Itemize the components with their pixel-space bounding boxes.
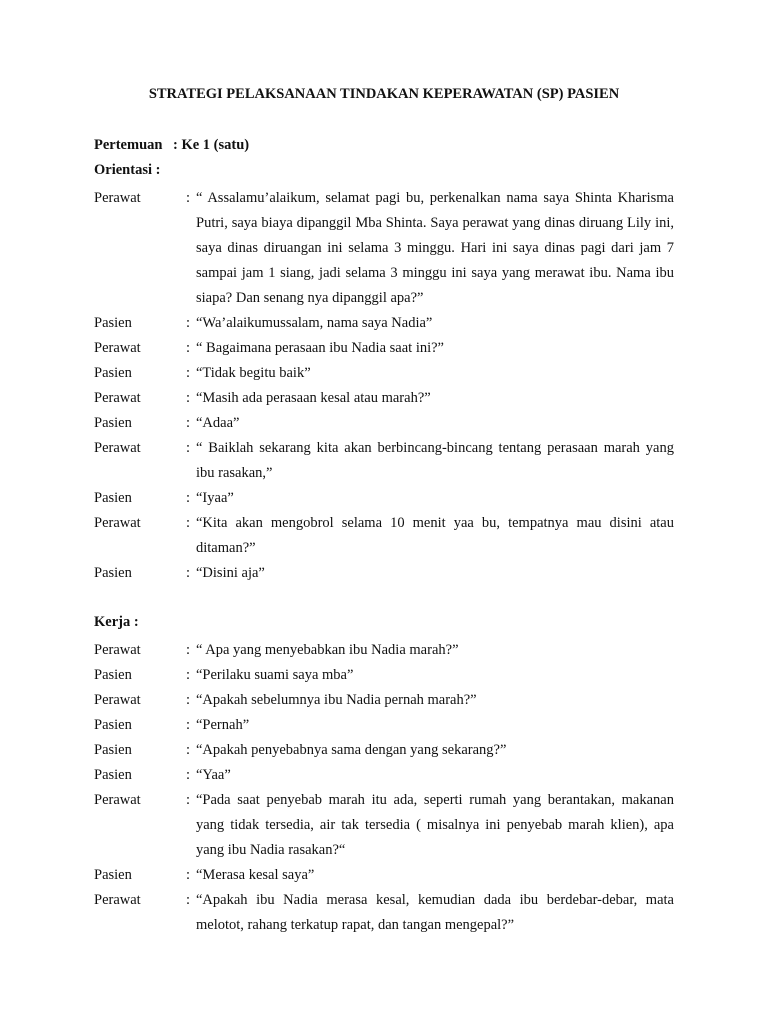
utterance-text: “Disini aja”	[196, 565, 265, 581]
speaker-label: Pasien	[94, 767, 132, 783]
dialogue-line	[94, 713, 674, 738]
document-title: STRATEGI PELAKSANAAN TINDAKAN KEPERAWATAN (SP) PASIEN	[148, 86, 620, 102]
speaker-label: Pasien	[94, 365, 132, 381]
utterance-text: “Iyaa”	[196, 490, 234, 506]
dialogue-line	[94, 638, 674, 663]
dialogue-line	[94, 788, 674, 863]
speaker-label: Perawat	[94, 190, 141, 206]
utterance-text: “Adaa”	[196, 415, 240, 431]
speaker-label: Perawat	[94, 340, 141, 356]
orientasi-heading: Orientasi :	[94, 162, 161, 178]
utterance-text: “ Apa yang menyebabkan ibu Nadia marah?”	[196, 642, 459, 658]
colon-separator: :	[186, 892, 191, 908]
colon-separator: :	[186, 190, 191, 206]
utterance-text: “ Assalamu’alaikum, selamat pagi bu, perkenalkan nama saya Shinta Kharisma Putri, saya biaya dipanggil Mba Shinta. Saya perawat yang dinas diruang Lily ini, saya dinas diruangan ini selama 3 minggu. Hari ini saya dinas pagi dari jam 7 sampai jam 1 siang, jadi selama 3 minggu ini saya yang merawat ibu. Nama ibu siapa? Dan senang nya dipanggil apa?”	[196, 190, 674, 306]
dialogue-line	[94, 763, 674, 788]
colon-separator: :	[186, 440, 191, 456]
colon-separator: :	[186, 742, 191, 758]
speaker-label: Pasien	[94, 717, 132, 733]
utterance-text: “Perilaku suami saya mba”	[196, 667, 354, 683]
colon-separator: :	[186, 692, 191, 708]
colon-separator: :	[186, 365, 191, 381]
speaker-label: Perawat	[94, 792, 141, 808]
colon-separator: :	[186, 515, 191, 531]
dialogue-line	[94, 663, 674, 688]
colon-separator: :	[186, 490, 191, 506]
utterance-text: “Apakah sebelumnya ibu Nadia pernah marah?”	[196, 692, 477, 708]
dialogue-line	[94, 561, 674, 586]
colon-separator: :	[186, 565, 191, 581]
utterance-text: “Apakah ibu Nadia merasa kesal, kemudian dada ibu berdebar-debar, mata melotot, rahang terkatup rapat, dan tangan mengepal?”	[196, 892, 674, 933]
colon-separator: :	[186, 767, 191, 783]
speaker-label: Perawat	[94, 440, 141, 456]
speaker-label: Perawat	[94, 390, 141, 406]
colon-separator: :	[186, 340, 191, 356]
kerja-dialogue	[94, 638, 674, 938]
dialogue-line	[94, 888, 674, 938]
utterance-text: “Merasa kesal saya”	[196, 867, 315, 883]
dialogue-line	[94, 411, 674, 436]
colon-separator: :	[186, 315, 191, 331]
dialogue-line	[94, 738, 674, 763]
speaker-label: Pasien	[94, 742, 132, 758]
meeting-value: : Ke 1 (satu)	[173, 137, 250, 153]
utterance-text: “Wa’alaikumussalam, nama saya Nadia”	[196, 315, 433, 331]
utterance-text: “ Bagaimana perasaan ibu Nadia saat ini?”	[196, 340, 444, 356]
speaker-label: Perawat	[94, 642, 141, 658]
meeting-label: Pertemuan	[94, 137, 163, 153]
colon-separator: :	[186, 792, 191, 808]
utterance-text: “Yaa”	[196, 767, 231, 783]
speaker-label: Pasien	[94, 415, 132, 431]
speaker-label: Perawat	[94, 892, 141, 908]
dialogue-line	[94, 186, 674, 311]
speaker-label: Pasien	[94, 315, 132, 331]
utterance-text: “Kita akan mengobrol selama 10 menit yaa bu, tempatnya mau disini atau ditaman?”	[196, 515, 674, 556]
dialogue-line	[94, 511, 674, 561]
colon-separator: :	[186, 642, 191, 658]
speaker-label: Pasien	[94, 867, 132, 883]
utterance-text: “ Baiklah sekarang kita akan berbincang-bincang tentang perasaan marah yang ibu rasakan,”	[196, 440, 674, 481]
speaker-label: Pasien	[94, 667, 132, 683]
kerja-heading: Kerja :	[94, 614, 139, 630]
speaker-label: Perawat	[94, 692, 141, 708]
meeting-line	[94, 137, 249, 154]
dialogue-line	[94, 863, 674, 888]
utterance-text: “Masih ada perasaan kesal atau marah?”	[196, 390, 431, 406]
dialogue-line	[94, 386, 674, 411]
dialogue-line	[94, 361, 674, 386]
dialogue-line	[94, 436, 674, 486]
speaker-label: Perawat	[94, 515, 141, 531]
dialogue-line	[94, 311, 674, 336]
dialogue-line	[94, 336, 674, 361]
utterance-text: “Pernah”	[196, 717, 250, 733]
utterance-text: “Pada saat penyebab marah itu ada, seperti rumah yang berantakan, makanan yang tidak tersedia, air tak tersedia ( misalnya ini penyebab marah klien), apa yang ibu Nadia rasakan?“	[196, 792, 674, 858]
colon-separator: :	[186, 390, 191, 406]
speaker-label: Pasien	[94, 490, 132, 506]
dialogue-line	[94, 688, 674, 713]
colon-separator: :	[186, 667, 191, 683]
colon-separator: :	[186, 867, 191, 883]
speaker-label: Pasien	[94, 565, 132, 581]
orientasi-dialogue	[94, 186, 674, 586]
colon-separator: :	[186, 717, 191, 733]
utterance-text: “Apakah penyebabnya sama dengan yang sekarang?”	[196, 742, 507, 758]
dialogue-line	[94, 486, 674, 511]
colon-separator: :	[186, 415, 191, 431]
utterance-text: “Tidak begitu baik”	[196, 365, 311, 381]
